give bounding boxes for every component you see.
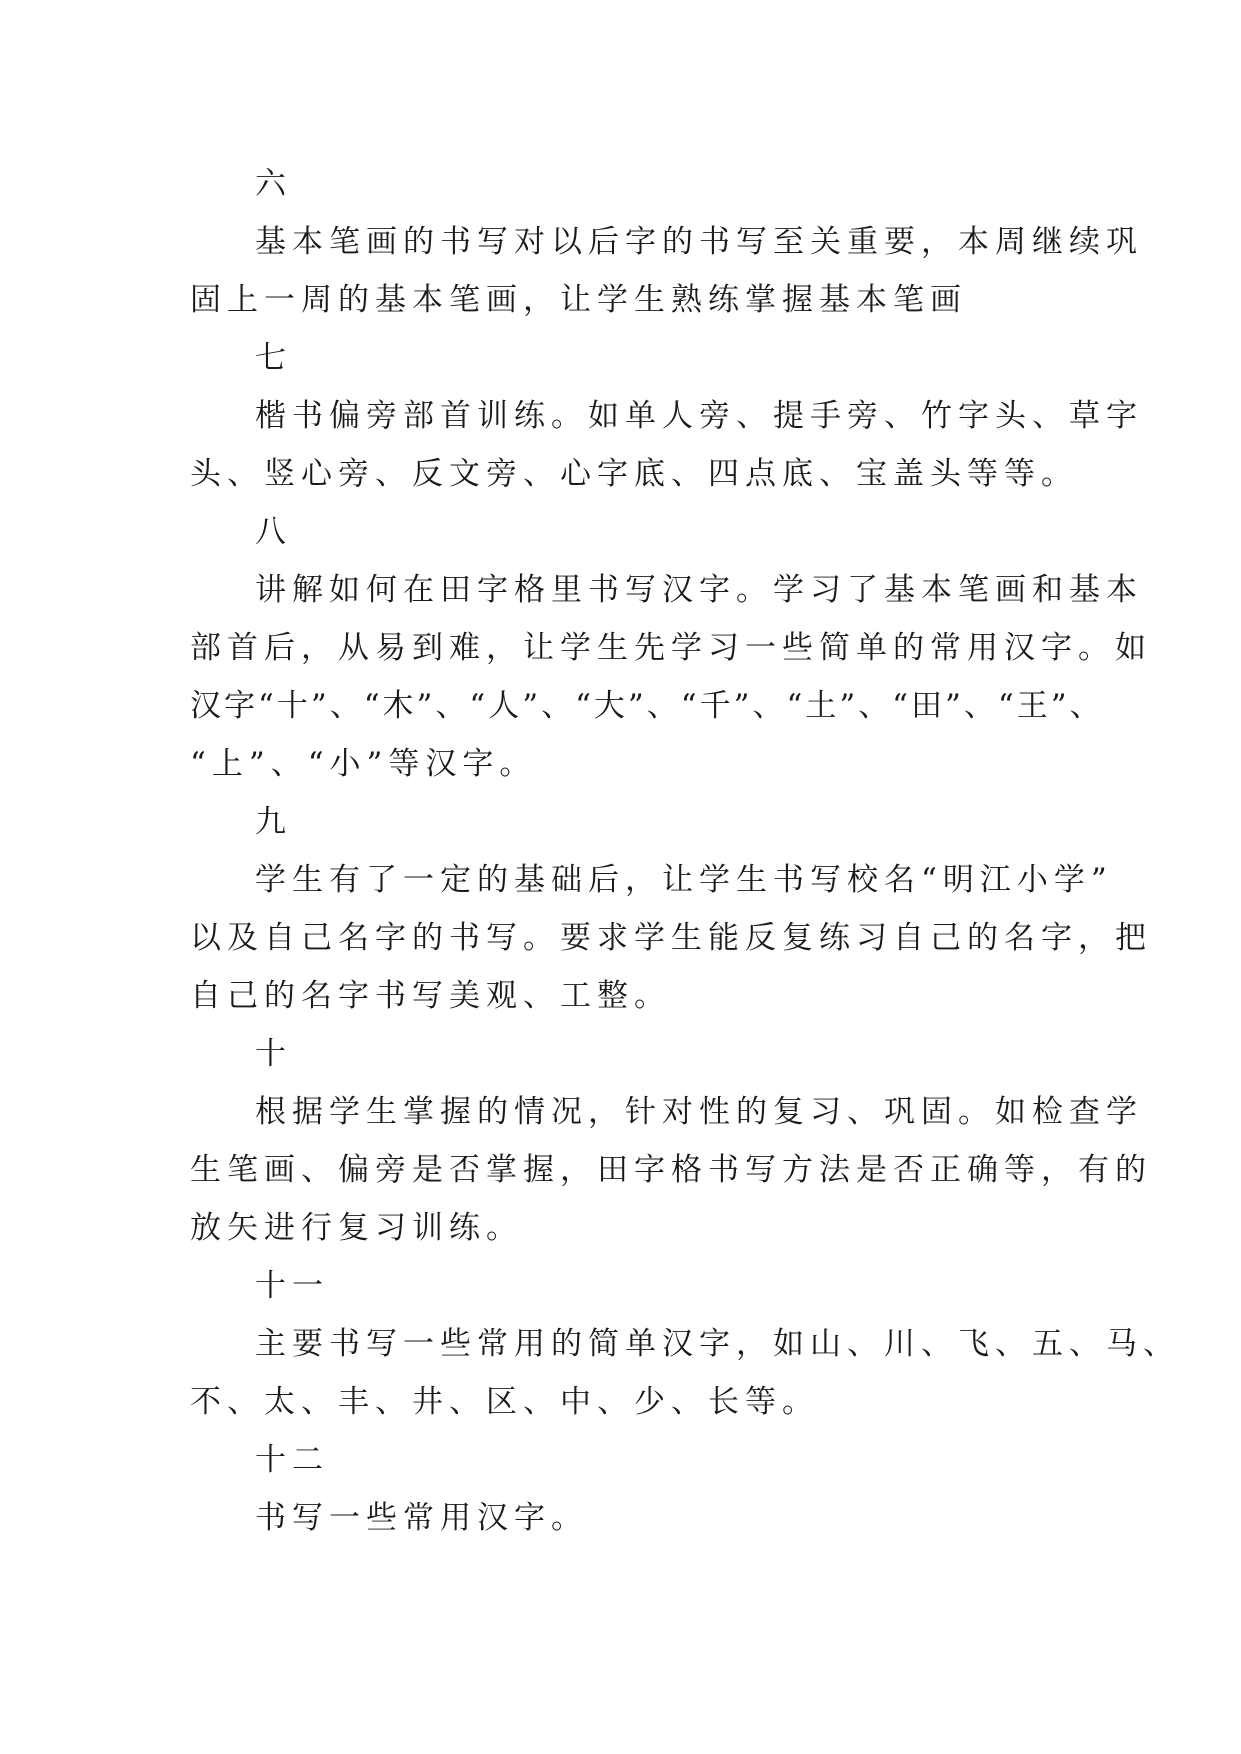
section-8 (190, 503, 1152, 793)
section-heading: 八 (255, 514, 292, 550)
paragraph-line: 部首后，从易到难，让学生先学习一些简单的常用汉字。如 (190, 630, 1152, 666)
paragraph-line: 根据学生掌握的情况，针对性的复习、巩固。如检查学 (255, 1094, 1143, 1130)
paragraph-line: 不、太、丰、井、区、中、少、长等。 (190, 1384, 819, 1420)
paragraph-line: 书写一些常用汉字。 (255, 1500, 588, 1536)
paragraph-line: “上”、“小”等汉字。 (190, 746, 537, 782)
section-10 (190, 1025, 1152, 1257)
section-heading: 十一 (255, 1268, 329, 1304)
document-page (190, 155, 1180, 1547)
paragraph-line: 汉字“十”、“木”、“人”、“大”、“千”、“土”、“田”、“王”、 (190, 688, 1104, 724)
section-heading: 九 (255, 804, 292, 840)
paragraph-line: 楷书偏旁部首训练。如单人旁、提手旁、竹字头、草字 (255, 398, 1143, 434)
paragraph-line: 固上一周的基本笔画，让学生熟练掌握基本笔画 (190, 282, 967, 318)
section-heading: 十 (255, 1036, 292, 1072)
paragraph-line: 讲解如何在田字格里书写汉字。学习了基本笔画和基本 (255, 572, 1143, 608)
section-heading: 七 (255, 340, 292, 376)
paragraph-line: 基本笔画的书写对以后字的书写至关重要，本周继续巩 (255, 224, 1143, 260)
paragraph-line: 放矢进行复习训练。 (190, 1210, 523, 1246)
section-11 (190, 1257, 1180, 1431)
section-9 (190, 793, 1152, 1025)
section-6 (190, 155, 1143, 329)
paragraph-line: 头、竖心旁、反文旁、心字底、四点底、宝盖头等等。 (190, 456, 1078, 492)
paragraph-line: 学生有了一定的基础后，让学生书写校名“明江小学” (255, 862, 1113, 898)
section-heading: 十二 (255, 1442, 329, 1478)
section-heading: 六 (255, 166, 292, 202)
section-12 (190, 1431, 1070, 1547)
paragraph-line: 以及自己名字的书写。要求学生能反复练习自己的名字，把 (190, 920, 1152, 956)
paragraph-line: 主要书写一些常用的简单汉字，如山、川、飞、五、马、 (255, 1326, 1180, 1362)
paragraph-line: 生笔画、偏旁是否掌握，田字格书写方法是否正确等，有的 (190, 1152, 1152, 1188)
paragraph-line: 自己的名字书写美观、工整。 (190, 978, 671, 1014)
section-7 (190, 329, 1143, 503)
